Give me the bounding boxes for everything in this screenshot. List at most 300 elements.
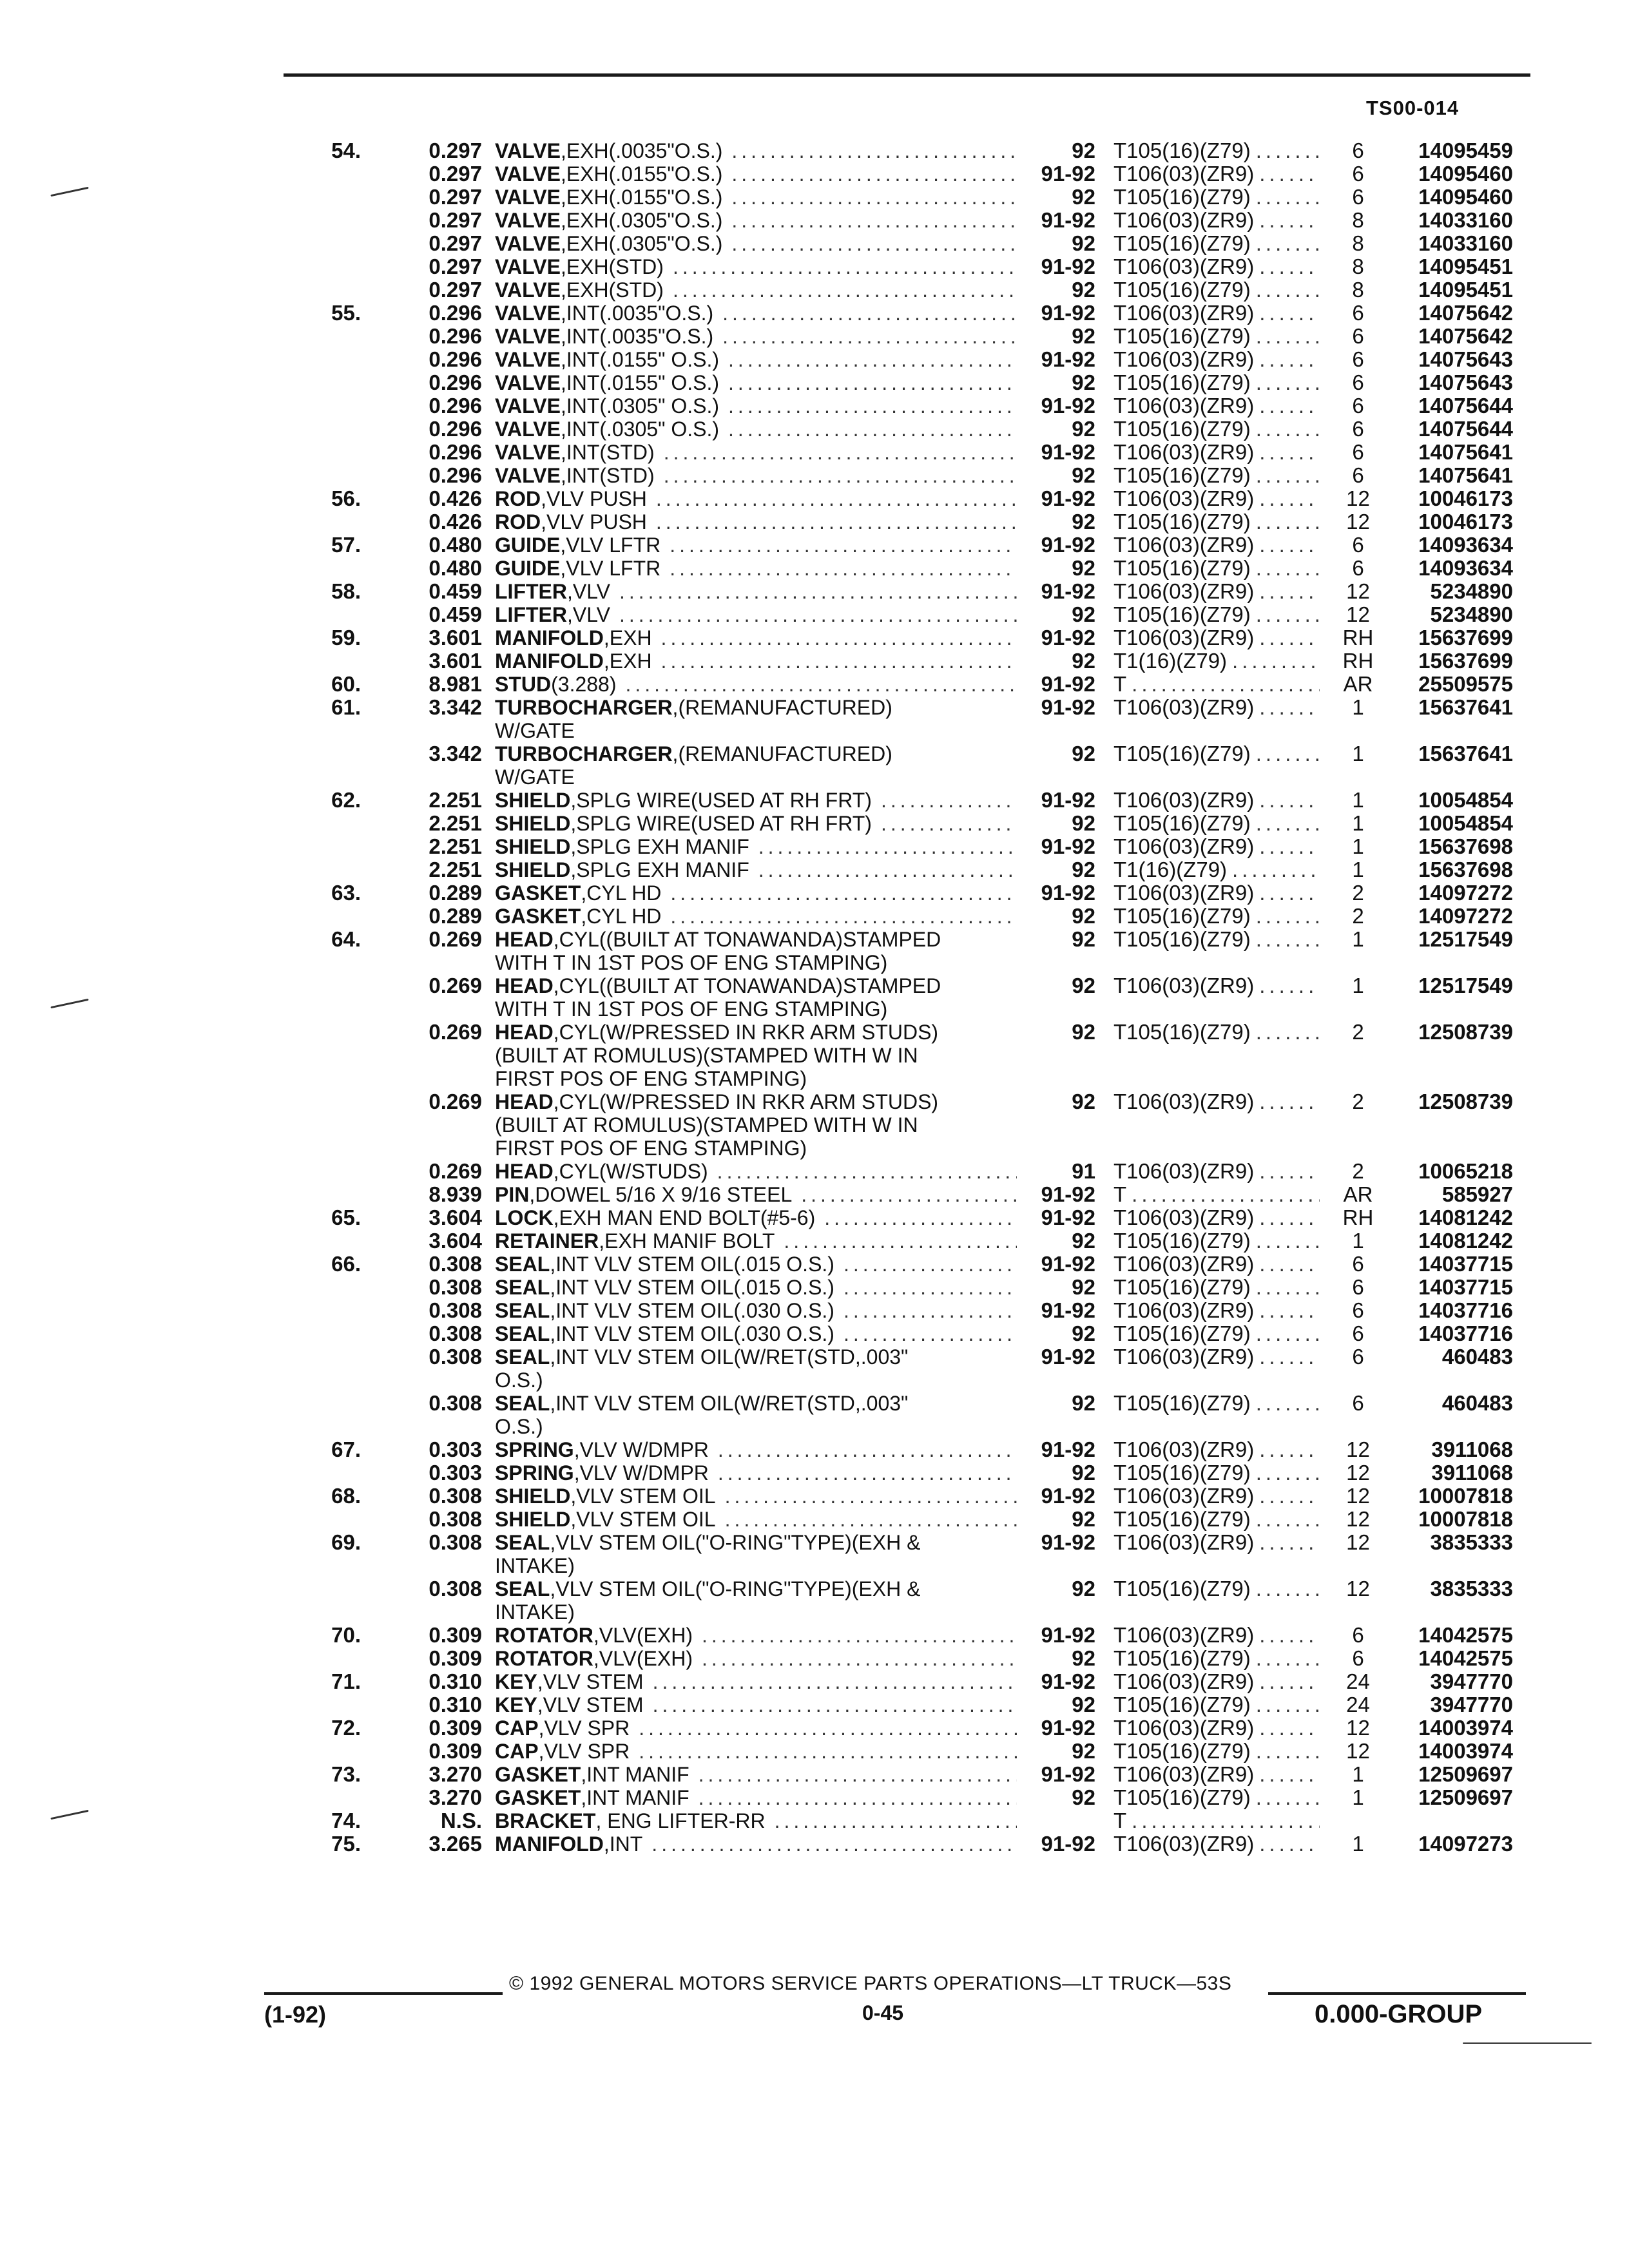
leader-dots [1259, 302, 1320, 325]
description-line [495, 1670, 1017, 1693]
quantity: 12 [1346, 510, 1370, 533]
model-year: 92 [1072, 278, 1095, 302]
group-number: 0.426 [429, 510, 482, 533]
part-number: 14081242 [1418, 1206, 1513, 1229]
engine-code-text: T106(03)(ZR9) [1113, 580, 1255, 603]
description-line [495, 1577, 1017, 1600]
engine-code [1113, 348, 1320, 371]
description-line [495, 162, 1017, 186]
description-continuation: FIRST POS OF ENG STAMPING) [495, 1067, 807, 1090]
part-description [495, 742, 1017, 789]
engine-code [1113, 1624, 1320, 1647]
description-continuation: O.S.) [495, 1415, 543, 1438]
engine-code-text: T106(03)(ZR9) [1113, 1299, 1255, 1322]
leader-dots [673, 278, 1017, 302]
part-qualifier: ,EXH(.0155"O.S.) [560, 186, 723, 209]
group-number: 0.297 [429, 162, 482, 186]
parts-row [0, 162, 1629, 186]
quantity: 1 [1352, 1229, 1364, 1253]
part-number: 14075641 [1418, 463, 1513, 487]
engine-code [1113, 1461, 1320, 1485]
part-qualifier: ,INT(STD) [560, 464, 655, 487]
engine-code [1113, 1345, 1320, 1369]
description-line [495, 858, 1017, 881]
group-number: 0.269 [429, 974, 482, 997]
leader-dots [843, 1276, 1017, 1299]
quantity: 1 [1352, 1832, 1364, 1856]
part-number: 10054854 [1418, 811, 1513, 835]
leader-dots [1256, 742, 1320, 765]
group-number: 0.309 [429, 1739, 482, 1763]
engine-code [1113, 232, 1320, 255]
engine-code-text: T106(03)(ZR9) [1113, 1670, 1255, 1693]
quantity: 6 [1352, 1623, 1364, 1647]
part-description [495, 1786, 1017, 1809]
description-line [495, 1485, 1017, 1508]
engine-code [1113, 626, 1320, 649]
engine-code-text: T105(16)(Z79) [1113, 1577, 1251, 1600]
part-number: 12508739 [1418, 1020, 1513, 1044]
part-number: 14093634 [1418, 556, 1513, 580]
part-name: CAP [495, 1716, 539, 1740]
leader-dots [1259, 1716, 1320, 1740]
leader-dots [664, 464, 1017, 487]
leader-dots [653, 1670, 1017, 1693]
group-number: 0.297 [429, 278, 482, 302]
part-number: 5234890 [1430, 579, 1513, 603]
leader-dots [1259, 255, 1320, 278]
part-name: SHIELD [495, 1485, 571, 1508]
parts-row [0, 649, 1629, 673]
engine-code [1113, 1740, 1320, 1763]
engine-code [1113, 881, 1320, 905]
part-qualifier: ,EXH(.0155"O.S.) [560, 162, 723, 186]
part-name: SEAL [495, 1276, 550, 1299]
parts-row [0, 928, 1629, 974]
parts-row [0, 1508, 1629, 1531]
part-qualifier: ,INT(.0035"O.S.) [560, 302, 714, 325]
part-description [495, 649, 1017, 673]
engine-code-text: T105(16)(Z79) [1113, 232, 1251, 255]
part-name: VALVE [495, 418, 561, 441]
part-number: 14081242 [1418, 1229, 1513, 1253]
group-number: 3.270 [429, 1785, 482, 1809]
parts-row [0, 348, 1629, 371]
part-description [495, 325, 1017, 348]
model-year: 92 [1072, 417, 1095, 441]
leader-dots [619, 603, 1017, 626]
group-number: 0.308 [429, 1275, 482, 1299]
part-name: MANIFOLD [495, 626, 604, 649]
engine-code [1113, 557, 1320, 580]
group-number: 0.308 [429, 1298, 482, 1322]
engine-code [1113, 1693, 1320, 1716]
leader-dots [1256, 1461, 1320, 1485]
part-qualifier: ,INT VLV STEM OIL(W/RET(STD,.003" [550, 1392, 909, 1415]
leader-dots [1256, 1693, 1320, 1716]
part-description [495, 533, 1017, 557]
leader-dots [1259, 162, 1320, 186]
model-year: 91-92 [1041, 347, 1095, 371]
engine-code [1113, 1786, 1320, 1809]
part-number: 3911068 [1431, 1437, 1513, 1461]
model-year: 92 [1072, 1321, 1095, 1345]
leader-dots [1259, 1531, 1320, 1554]
part-number: 14097272 [1418, 904, 1513, 928]
part-name: VALVE [495, 232, 561, 255]
model-year: 92 [1072, 1693, 1095, 1716]
quantity: 24 [1346, 1669, 1370, 1693]
engine-code-text: T105(16)(Z79) [1113, 1461, 1251, 1485]
group-number: 0.297 [429, 255, 482, 278]
group-number: 3.342 [429, 695, 482, 719]
part-description [495, 441, 1017, 464]
part-description [495, 673, 1017, 696]
leader-dots [1256, 812, 1320, 835]
part-name: VALVE [495, 162, 561, 186]
part-qualifier: ,SPLG EXH MANIF [570, 835, 749, 858]
part-number: 14093634 [1418, 533, 1513, 557]
footer-copyright: © 1992 GENERAL MOTORS SERVICE PARTS OPERATIONS—LT TRUCK—53S [509, 1973, 1232, 1994]
model-year: 91-92 [1041, 1345, 1095, 1369]
description-continuation: O.S.) [495, 1369, 543, 1392]
parts-row [0, 1392, 1629, 1438]
leader-dots [1259, 1299, 1320, 1322]
part-description [495, 1647, 1017, 1670]
part-description [495, 1345, 1017, 1392]
quantity: 12 [1346, 1507, 1370, 1531]
model-year: 92 [1072, 1275, 1095, 1299]
model-year: 91-92 [1041, 834, 1095, 858]
leader-dots [1256, 1276, 1320, 1299]
leader-dots [670, 557, 1017, 580]
part-qualifier: ,VLV(EXH) [593, 1647, 693, 1670]
leader-dots [1256, 1322, 1320, 1345]
engine-code-text: T106(03)(ZR9) [1113, 974, 1255, 997]
leader-dots [1259, 487, 1320, 510]
leader-dots [1256, 1577, 1320, 1600]
leader-dots [758, 858, 1017, 881]
part-name: VALVE [495, 209, 561, 232]
leader-dots [728, 418, 1017, 441]
engine-code-text: T105(16)(Z79) [1113, 371, 1251, 394]
model-year: 92 [1072, 927, 1095, 951]
quantity: 12 [1346, 602, 1370, 626]
part-qualifier: ,INT(.0155" O.S.) [560, 371, 720, 394]
part-qualifier: ,VLV LFTR [560, 557, 661, 580]
group-number: 8.981 [429, 672, 482, 696]
part-number: 25509575 [1418, 672, 1513, 696]
part-number: 10054854 [1418, 788, 1513, 812]
part-qualifier: ,INT VLV STEM OIL(.030 O.S.) [550, 1299, 834, 1322]
part-name: SEAL [495, 1253, 550, 1276]
quantity: 1 [1352, 1785, 1364, 1809]
group-number: 3.265 [429, 1832, 482, 1856]
quantity: 6 [1352, 463, 1364, 487]
part-number: 14095459 [1418, 139, 1513, 162]
description-line [495, 696, 1017, 719]
parts-row [0, 1021, 1629, 1090]
model-year: 92 [1072, 1577, 1095, 1600]
leader-dots [656, 510, 1017, 533]
part-number: 12509697 [1418, 1785, 1513, 1809]
group-number: 0.480 [429, 556, 482, 580]
engine-code-text: T1(16)(Z79) [1113, 649, 1228, 673]
leader-dots [661, 649, 1017, 673]
group-number: 0.269 [429, 1020, 482, 1044]
part-description [495, 1763, 1017, 1786]
part-name: MANIFOLD [495, 649, 604, 673]
quantity: 12 [1346, 1739, 1370, 1763]
part-qualifier: ,DOWEL 5/16 X 9/16 STEEL [529, 1183, 793, 1206]
description-continuation: WITH T IN 1ST POS OF ENG STAMPING) [495, 997, 888, 1021]
leader-dots [670, 881, 1017, 905]
model-year: 91-92 [1041, 208, 1095, 232]
parts-row [0, 1531, 1629, 1577]
description-line [495, 325, 1017, 348]
leader-dots [639, 1740, 1017, 1763]
item-ref-number: 73. [331, 1762, 361, 1786]
description-continuation: INTAKE) [495, 1600, 575, 1624]
part-number: 3835333 [1430, 1530, 1513, 1554]
leader-dots [1259, 394, 1320, 418]
quantity: 12 [1346, 1437, 1370, 1461]
engine-code [1113, 742, 1320, 765]
quantity: 12 [1346, 1716, 1370, 1740]
description-line [495, 1438, 1017, 1461]
model-year: 91-92 [1041, 255, 1095, 278]
quantity: 6 [1352, 533, 1364, 557]
part-qualifier: ,VLV PUSH [541, 510, 647, 533]
leader-dots [725, 1485, 1017, 1508]
engine-code-text: T105(16)(Z79) [1113, 1229, 1251, 1253]
leader-dots [718, 1438, 1017, 1461]
engine-code [1113, 1276, 1320, 1299]
description-line [495, 1647, 1017, 1670]
leader-dots [656, 487, 1017, 510]
part-qualifier: ,CYL((BUILT AT TONAWANDA)STAMPED [553, 928, 941, 951]
description-line [495, 139, 1017, 162]
part-qualifier: ,VLV W/DMPR [574, 1438, 709, 1461]
leader-dots [731, 139, 1017, 162]
engine-code-text: T105(16)(Z79) [1113, 1693, 1251, 1716]
leader-dots [1256, 905, 1320, 928]
model-year: 92 [1072, 556, 1095, 580]
part-description [495, 603, 1017, 626]
part-qualifier: ,SPLG WIRE(USED AT RH FRT) [570, 812, 872, 835]
group-number: 0.310 [429, 1669, 482, 1693]
part-name: SHIELD [495, 812, 571, 835]
engine-code-text: T105(16)(Z79) [1113, 510, 1251, 533]
part-name: SEAL [495, 1531, 550, 1554]
part-description [495, 302, 1017, 325]
part-number: 460483 [1441, 1391, 1513, 1415]
part-qualifier: ,EXH(.0305"O.S.) [560, 209, 723, 232]
parts-row [0, 1670, 1629, 1693]
model-year: 92 [1072, 185, 1095, 209]
parts-row [0, 1345, 1629, 1392]
leader-dots [1256, 1647, 1320, 1670]
engine-code-text: T106(03)(ZR9) [1113, 696, 1255, 719]
part-number: 3947770 [1430, 1669, 1513, 1693]
engine-code-text: T106(03)(ZR9) [1113, 1206, 1255, 1229]
group-number: 0.297 [429, 231, 482, 255]
description-line [495, 1392, 1017, 1415]
engine-code [1113, 928, 1320, 951]
parts-row [0, 1716, 1629, 1740]
part-number: 15637699 [1418, 649, 1513, 673]
quantity: 6 [1352, 1252, 1364, 1276]
model-year: 92 [1072, 1785, 1095, 1809]
model-year: 91-92 [1041, 1206, 1095, 1229]
group-number: 0.289 [429, 881, 482, 905]
model-year: 92 [1072, 904, 1095, 928]
quantity: 2 [1352, 1090, 1364, 1113]
part-description [495, 1461, 1017, 1485]
leader-dots [1259, 1763, 1320, 1786]
part-number: 14037716 [1418, 1298, 1513, 1322]
group-number: 0.297 [429, 139, 482, 162]
leader-dots [670, 533, 1017, 557]
model-year: 92 [1072, 1391, 1095, 1415]
leader-dots [801, 1183, 1017, 1206]
engine-code [1113, 533, 1320, 557]
parts-row [0, 464, 1629, 487]
model-year: 92 [1072, 602, 1095, 626]
part-description [495, 1693, 1017, 1716]
part-number: 12509697 [1418, 1762, 1513, 1786]
description-line [495, 789, 1017, 812]
leader-dots [1256, 1508, 1320, 1531]
quantity: AR [1343, 1182, 1373, 1206]
part-name: MANIFOLD [495, 1832, 604, 1856]
leader-dots [728, 371, 1017, 394]
parts-row [0, 673, 1629, 696]
description-line [495, 1832, 1017, 1856]
leader-dots [1259, 974, 1320, 997]
engine-code [1113, 209, 1320, 232]
quantity: 1 [1352, 695, 1364, 719]
model-year: 91-92 [1041, 672, 1095, 696]
leader-dots [881, 789, 1017, 812]
leader-dots [1259, 1670, 1320, 1693]
part-description [495, 1485, 1017, 1508]
leader-dots [1232, 858, 1320, 881]
engine-code [1113, 1485, 1320, 1508]
leader-dots [1259, 1485, 1320, 1508]
part-name: HEAD [495, 928, 554, 951]
part-name: SHIELD [495, 835, 571, 858]
leader-dots [1132, 1183, 1320, 1206]
engine-code [1113, 1763, 1320, 1786]
part-qualifier: ,VLV SPR [538, 1716, 630, 1740]
quantity: 6 [1352, 394, 1364, 418]
leader-dots [1256, 510, 1320, 533]
quantity: 6 [1352, 1646, 1364, 1670]
parts-row [0, 580, 1629, 603]
leader-dots [1259, 441, 1320, 464]
engine-code [1113, 1647, 1320, 1670]
model-year: 91-92 [1041, 394, 1095, 418]
item-ref-number: 55. [331, 301, 361, 325]
part-number: 3835333 [1430, 1577, 1513, 1600]
description-line [495, 812, 1017, 835]
part-number: 14075642 [1418, 301, 1513, 325]
parts-row [0, 441, 1629, 464]
engine-code-text: T105(16)(Z79) [1113, 812, 1251, 835]
group-number: 3.342 [429, 742, 482, 765]
parts-row [0, 302, 1629, 325]
description-continuation: FIRST POS OF ENG STAMPING) [495, 1137, 807, 1160]
group-number: 0.308 [429, 1391, 482, 1415]
quantity: 8 [1352, 208, 1364, 232]
leader-dots [661, 626, 1017, 649]
model-year: 91 [1072, 1159, 1095, 1183]
parts-row [0, 1229, 1629, 1253]
parts-row [0, 371, 1629, 394]
leader-dots [1259, 209, 1320, 232]
leader-dots [1259, 348, 1320, 371]
quantity: 1 [1352, 742, 1364, 765]
engine-code-text: T105(16)(Z79) [1113, 278, 1251, 302]
group-number: 0.308 [429, 1577, 482, 1600]
top-rule [284, 73, 1530, 77]
engine-code-text: T106(03)(ZR9) [1113, 1160, 1255, 1183]
part-description [495, 905, 1017, 928]
item-ref-number: 61. [331, 695, 361, 719]
part-name: SEAL [495, 1322, 550, 1345]
part-number: 3947770 [1430, 1693, 1513, 1716]
description-continuation: W/GATE [495, 765, 575, 789]
leader-dots [1259, 1160, 1320, 1183]
engine-code-text: T [1113, 673, 1127, 696]
description-line [495, 1716, 1017, 1740]
group-number: 0.308 [429, 1321, 482, 1345]
description-line [495, 186, 1017, 209]
part-qualifier: ,VLV STEM [537, 1670, 644, 1693]
model-year: 92 [1072, 1090, 1095, 1113]
quantity: 2 [1352, 904, 1364, 928]
leader-dots [1256, 371, 1320, 394]
part-description [495, 1438, 1017, 1461]
quantity: 8 [1352, 255, 1364, 278]
part-name: VALVE [495, 441, 561, 464]
engine-code [1113, 858, 1320, 881]
part-name: VALVE [495, 348, 561, 371]
part-qualifier: ,INT(.0155" O.S.) [560, 348, 720, 371]
part-description [495, 510, 1017, 533]
part-number: 14037715 [1418, 1252, 1513, 1276]
part-name: HEAD [495, 1021, 554, 1044]
quantity: 6 [1352, 347, 1364, 371]
part-name: SPRING [495, 1461, 574, 1485]
description-line [495, 1531, 1017, 1554]
model-year: 92 [1072, 1461, 1095, 1485]
engine-code [1113, 812, 1320, 835]
leader-dots [725, 1508, 1017, 1531]
description-line [495, 835, 1017, 858]
part-name: GASKET [495, 881, 581, 905]
description-line [495, 1508, 1017, 1531]
model-year: 91-92 [1041, 881, 1095, 905]
engine-code-text: T106(03)(ZR9) [1113, 835, 1255, 858]
quantity: 6 [1352, 1275, 1364, 1299]
description-line [495, 464, 1017, 487]
leader-dots [1256, 464, 1320, 487]
engine-code-text: T105(16)(Z79) [1113, 1786, 1251, 1809]
parts-row [0, 1276, 1629, 1299]
group-number: 2.251 [429, 811, 482, 835]
